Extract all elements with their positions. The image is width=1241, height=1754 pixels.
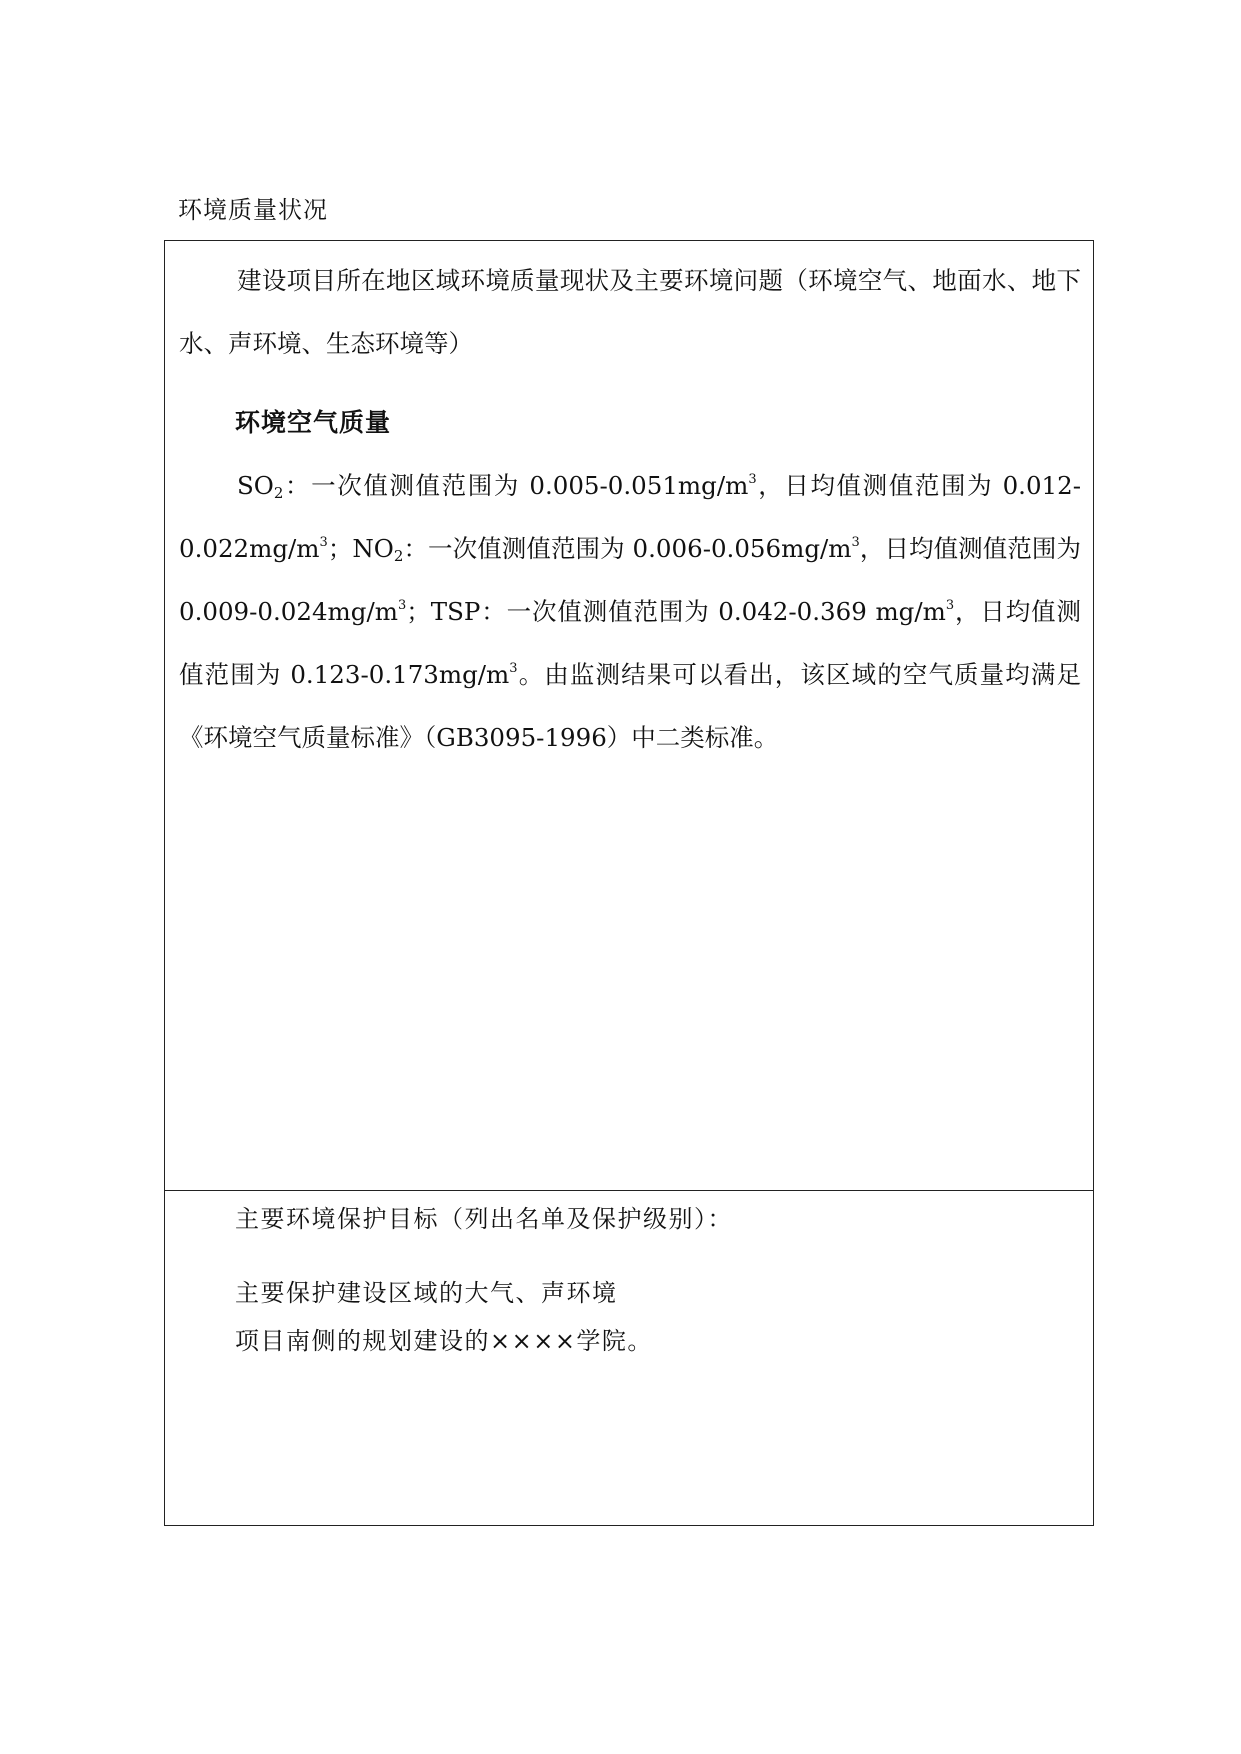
- so2-subscript: 2: [273, 484, 284, 502]
- quality-status-section: [165, 241, 1093, 1191]
- air-quality-paragraph: [179, 454, 1081, 769]
- air-quality-conclusion: 。由监测结果可以看出，该区域的空气质量均满足《环境空气质量标准》（GB3095-1996）中二类标准。: [179, 660, 1081, 752]
- unit-superscript: 3: [945, 598, 955, 613]
- no2-once-range: ：一次值测值范围为 0.006-0.056mg/m: [403, 534, 852, 563]
- unit-superscript: 3: [748, 472, 757, 487]
- protection-target-label: 主要环境保护目标（列出名单及保护级别）：: [235, 1205, 733, 1233]
- air-quality-heading: 环境空气质量: [235, 408, 392, 437]
- page-heading: 环境质量状况: [178, 196, 328, 224]
- protection-target-line-1: 主要保护建设区域的大气、声环境: [235, 1279, 618, 1307]
- unit-superscript: 3: [851, 535, 860, 550]
- tsp-daily-range: ，日均值测值范围为 0.123-0.173mg/m: [179, 597, 1081, 689]
- unit-superscript: 3: [509, 661, 518, 676]
- no2-daily-range: ，日均值测值范围为 0.009-0.024mg/m: [179, 534, 1081, 626]
- quality-prompt: 建设项目所在地区域环境质量现状及主要环境问题（环境空气、地面水、地下水、声环境、生态环境等）: [179, 266, 1081, 358]
- unit-superscript: 3: [397, 598, 407, 613]
- no2-label: ；NO: [327, 534, 394, 563]
- unit-superscript: 3: [319, 535, 328, 550]
- protection-target-section: [165, 1191, 1093, 1525]
- environment-quality-table: [164, 240, 1094, 1526]
- so2-once-range: ：一次值测值范围为 0.005-0.051mg/m: [283, 471, 749, 500]
- so2-label: SO: [237, 471, 274, 500]
- tsp-once-range: ；TSP：一次值测值范围为 0.042-0.369 mg/m: [406, 597, 946, 626]
- no2-subscript: 2: [393, 547, 404, 565]
- so2-daily-range: ，日均值测值范围为 0.012-0.022mg/m: [179, 471, 1081, 563]
- protection-target-line-2: 项目南侧的规划建设的××××学院。: [235, 1327, 653, 1355]
